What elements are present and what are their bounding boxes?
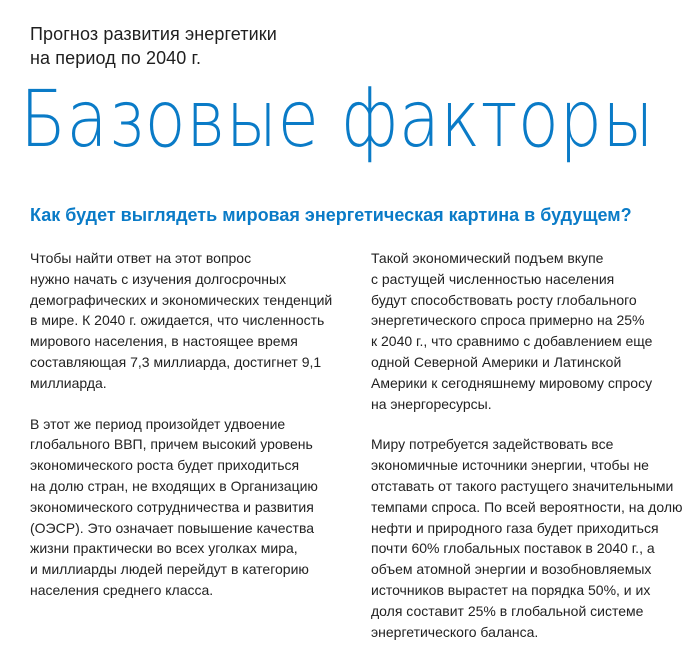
text-line: экономического сотрудничества и развития <box>30 498 314 515</box>
header-line: Прогноз развития энергетики <box>30 24 277 44</box>
text-line: населения среднего класса. <box>30 581 214 598</box>
text-line: миллиарда. <box>30 374 107 391</box>
text-line: на долю стран, не входящих в Организацию <box>30 477 318 494</box>
text-line: к 2040 г., что сравнимо с добавлением еще <box>371 333 653 350</box>
text-line: нужно начать с изучения долгосрочных <box>30 270 287 287</box>
paragraph <box>371 248 700 414</box>
text-line: жизни практически во всех уголках мира, <box>30 540 298 557</box>
text-line: мирового населения, в настоящее время <box>30 333 298 350</box>
text-line: Чтобы найти ответ на этот вопрос <box>30 250 252 266</box>
text-line: Миру потребуется задействовать все <box>371 436 614 453</box>
text-line: источников вырастет на порядка 50%, и их <box>371 581 651 598</box>
document-header <box>30 22 670 70</box>
text-line: экономического роста будет приходиться <box>30 457 300 474</box>
text-line: с растущей численностью населения <box>371 270 615 287</box>
text-line: Америки к сегодняшнему мировому спросу <box>371 374 653 391</box>
text-line: Такой экономический подъем вкупе <box>371 250 604 266</box>
text-line: отставать от такого растущего значительными <box>371 477 674 494</box>
left-column <box>30 248 360 621</box>
text-line: глобального ВВП, причем высокий уровень <box>30 436 313 453</box>
paragraph <box>30 248 360 394</box>
text-line: темпами спроса. По всей вероятности, на долю <box>371 498 683 515</box>
text-line: экономичные источники энергии, чтобы не <box>371 457 649 474</box>
text-line: демографических и экономических тенденций <box>30 291 333 308</box>
text-line: составляющая 7,3 миллиарда, достигнет 9,1 <box>30 353 322 370</box>
text-line: (ОЭСР). Это означает повышение качества <box>30 519 315 536</box>
text-line: нефти и природного газа будет приходиться <box>371 519 659 536</box>
right-column <box>371 248 700 662</box>
section-question-heading: Как будет выглядеть мировая энергетическая картина в будущем? <box>30 205 632 225</box>
page-title: Базовые факторы <box>20 75 655 165</box>
text-line: одной Северной Америки и Латинской <box>371 353 622 370</box>
text-line: доля составит 25% в глобальной системе <box>371 602 644 619</box>
text-line: и миллиарды людей перейдут в категорию <box>30 561 309 578</box>
text-line: энергетического баланса. <box>371 623 539 640</box>
text-line: объем атомной энергии и возобновляемых <box>371 561 652 578</box>
text-line: на энергоресурсы. <box>371 395 492 412</box>
paragraph <box>30 414 360 601</box>
text-line: в мире. К 2040 г. ожидается, что численность <box>30 312 325 329</box>
text-line: почти 60% глобальных поставок в 2040 г., а <box>371 540 655 557</box>
text-line: В этот же период произойдет удвоение <box>30 415 286 432</box>
text-line: будут способствовать росту глобального <box>371 291 637 308</box>
paragraph <box>371 434 700 642</box>
text-line: энергетического спроса примерно на 25% <box>371 312 645 329</box>
header-line: на период по 2040 г. <box>30 48 202 68</box>
